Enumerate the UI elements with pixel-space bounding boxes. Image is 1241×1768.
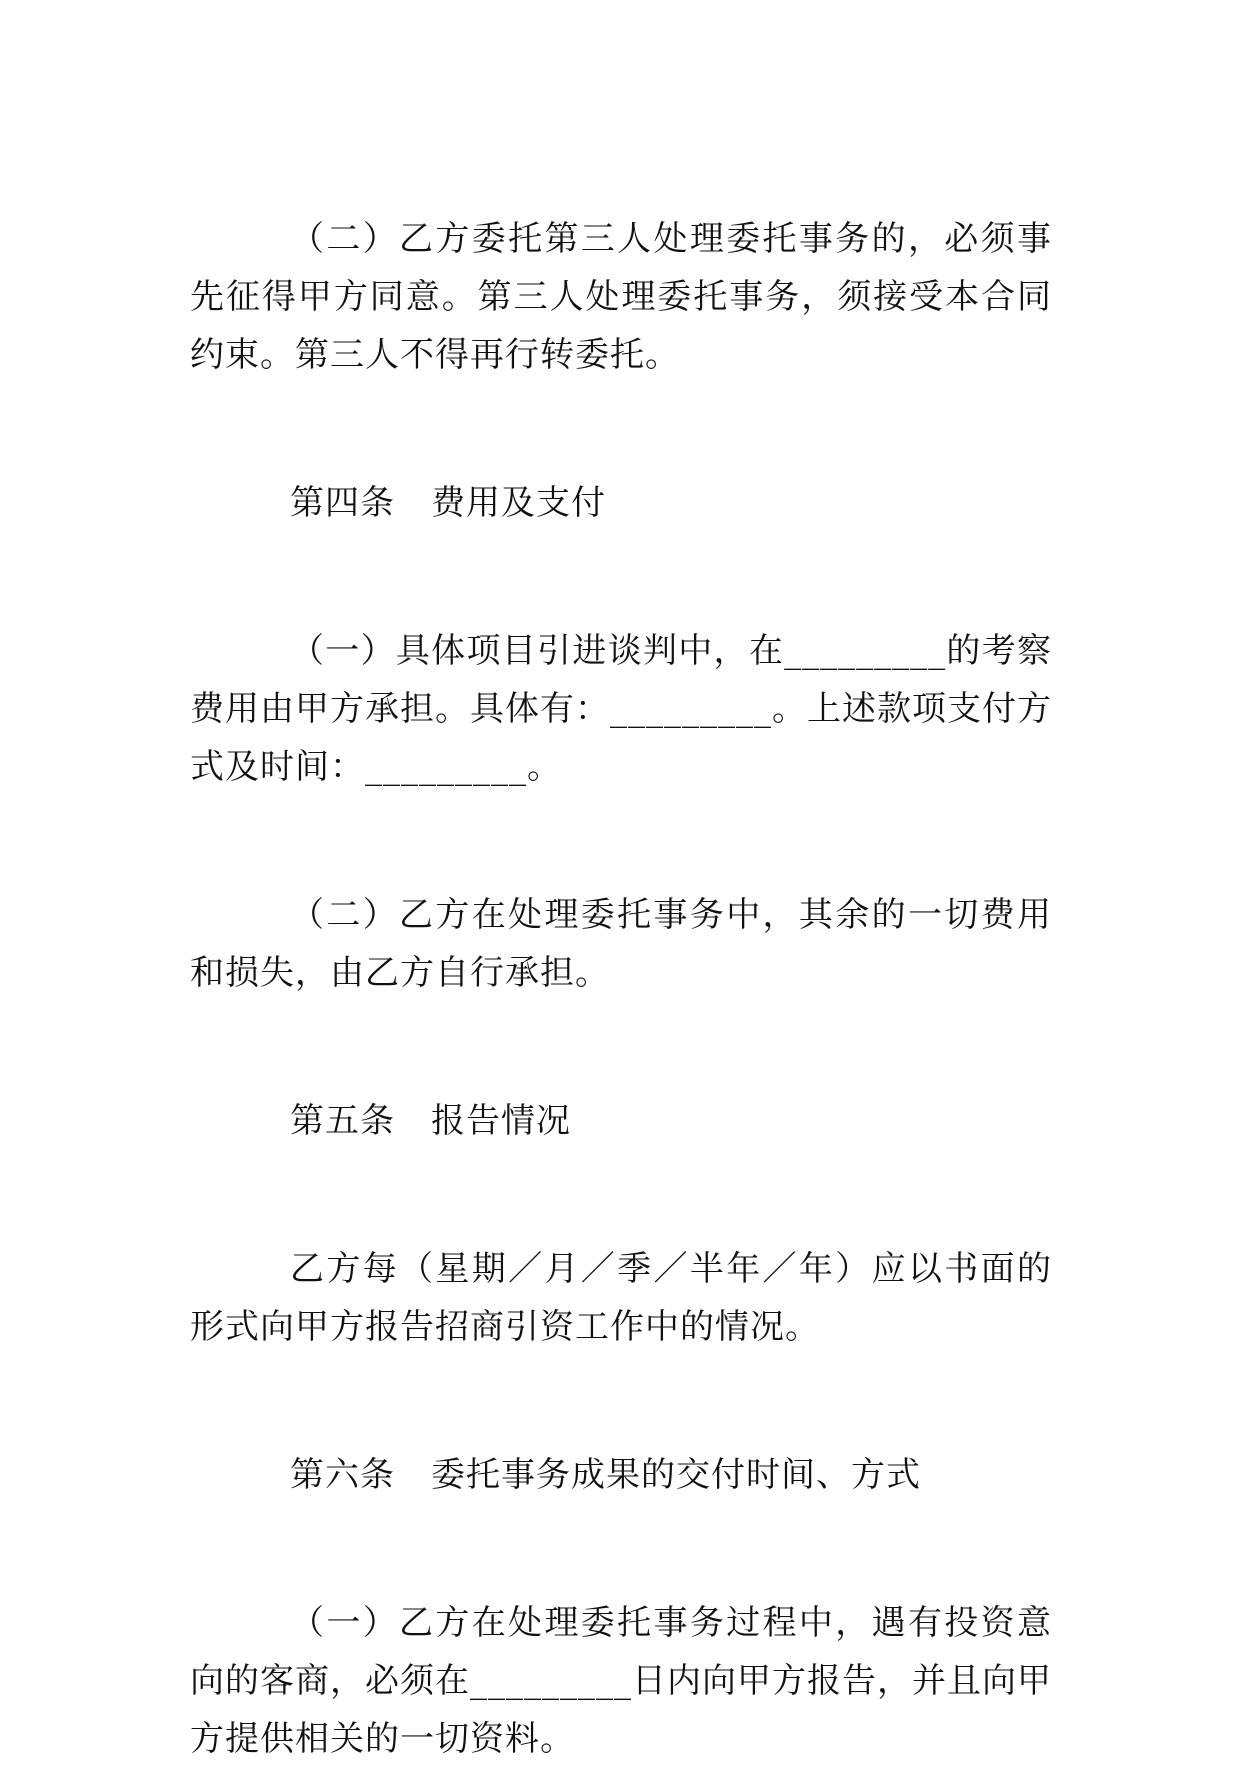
article-5-number: 第五条 xyxy=(290,1101,395,1141)
article-6-item-1: （一）乙方在处理委托事务过程中，遇有投资意向的客商，必须在_________日内向甲方报告，并且向甲方提供相关的一切资料。 xyxy=(190,1603,1052,1759)
article-4-item-2: （二）乙方在处理委托事务中，其余的一切费用和损失，由乙方自行承担。 xyxy=(190,895,1052,993)
document-page xyxy=(190,210,1052,1768)
spacer xyxy=(190,532,1052,622)
article-5-heading xyxy=(190,1092,1052,1150)
article-6-number: 第六条 xyxy=(290,1455,395,1495)
article-4-heading xyxy=(190,474,1052,532)
article-6-heading xyxy=(190,1446,1052,1504)
spacer xyxy=(190,1356,1052,1446)
article-4-title: 费用及支付 xyxy=(431,483,606,523)
spacer xyxy=(190,384,1052,474)
spacer xyxy=(190,1150,1052,1240)
article-6-title: 委托事务成果的交付时间、方式 xyxy=(431,1455,921,1495)
article-4-item-1: （一）具体项目引进谈判中，在_________的考察费用由甲方承担。具体有：_________。上述款项支付方式及时间：_________。 xyxy=(190,631,1052,787)
spacer xyxy=(190,1504,1052,1594)
spacer xyxy=(190,796,1052,886)
article-5-body: 乙方每（星期／月／季／半年／年）应以书面的形式向甲方报告招商引资工作中的情况。 xyxy=(190,1249,1052,1347)
clause-3-item-2: （二）乙方委托第三人处理委托事务的，必须事先征得甲方同意。第三人处理委托事务，须接受本合同约束。第三人不得再行转委托。 xyxy=(190,219,1052,375)
article-5-title: 报告情况 xyxy=(431,1101,571,1141)
spacer xyxy=(190,1002,1052,1092)
article-4-number: 第四条 xyxy=(290,483,395,523)
